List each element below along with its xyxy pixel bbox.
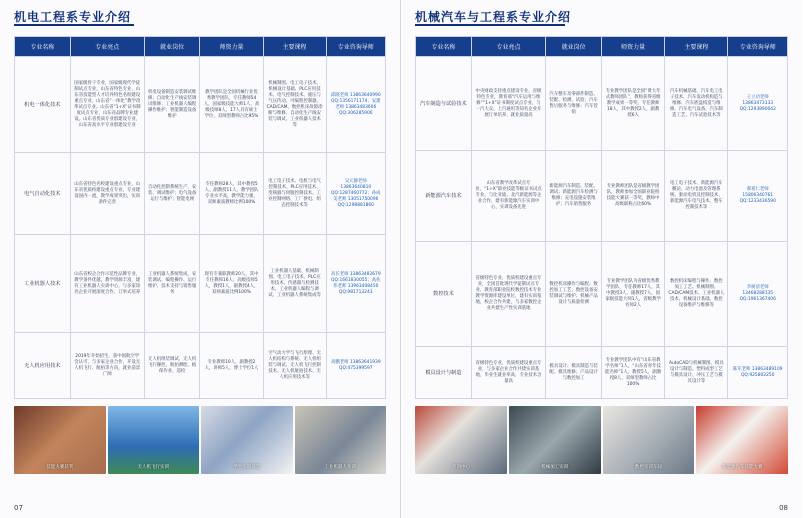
major-advisor: 王立功老师 13863473133 QQ:1293890042 [728,57,788,151]
header-faculty: 师资力量 [601,37,664,57]
title-underline [415,24,565,26]
photo-caption: 无人机飞行实训 [137,465,169,470]
header-major: 专业名称 [416,37,472,57]
photo-caption: 技能大赛获奖 [46,465,74,470]
photo-robot [295,406,387,474]
major-highlights: 2019年开始招生，获中国航空学会认可，与多家企业合作，开设无人机飞行、航拍等方向，就业前景广阔 [70,333,144,399]
header-courses: 主要课程 [665,37,728,57]
table-row [416,347,788,399]
major-courses: 汽车机械基础、汽车电工电子技术、汽车发动机构造与维修、汽车底盘构造与维修、汽车电气设备、汽车制造工艺、汽车试验技术等 [665,57,728,151]
photo-caption: 学生实训场景 [233,465,261,470]
major-faculty: 教学团队是全国机械行业优秀教学团队，专任教师54人，国家级技能大师1人，高级技师8人，17人具有硕士学位，双师型教师占比95% [200,57,263,153]
major-highlights: 山东省教学改革试点专业，“1+X”职业技能等级证书试点专业，与比亚迪、北汽新能源等企业合作，建有新能源汽车实训中心，实训设备先进 [471,151,545,242]
major-courses: 工业机器人基础、机械制图、电工电子技术、PLC应用技术、传感器与检测技术、工业机器人编程与调试、工业机器人系统集成等 [263,235,326,333]
page-number: 07 [14,504,23,512]
major-jobs: 模具设计、模具制造与装配、模具维修；产品设计与数控加工 [546,347,602,399]
table-row [416,57,788,151]
major-table [14,36,386,399]
right-page [401,0,802,518]
major-name: 机电一体化技术 [15,57,71,153]
major-jobs: 自动化控制系统生产、安装、调试维护；电气设备运行与维护；智能电网 [144,153,200,235]
page-number: 08 [779,504,788,512]
header-advisor: 专业咨询导师 [728,37,788,57]
major-table [415,36,788,399]
major-courses: 空气动力学与飞行原理、无人机结构与系统、无人机组装与调试、无人机飞行控制技术、无人机航拍技术、无人机应用技术等 [263,333,326,399]
photo-ev-competition [696,406,788,474]
photo-cnc-workshop [603,406,695,474]
table-row [416,151,788,242]
major-faculty: 专业教师团队是省级教学团队，教师参加全国职业院校技能大赛获一等奖，教师中高级职称占比60% [601,151,664,242]
photo-caption: 数控实训车间 [634,465,662,470]
left-page [0,0,401,518]
major-name: 模具设计与制造 [416,347,472,399]
major-advisor: 高长老师 13863482679 QQ:1661830055；高佐伟老师 13963408450 QQ:981713243 [326,235,385,333]
major-highlights: 山东省校企合作示范性品牌专业，教学条件优越，教学资源丰富，建有工业机器人实训中心，与多家知名企业开展深度合作，订单式培养 [70,235,144,333]
major-advisor: 郝希仁老师 15806340761 QQ:1233436590 [728,151,788,242]
header-highlights: 专业亮点 [471,37,545,57]
photo-caption: 机械加工实训 [541,465,569,470]
major-advisor: 李树清老师 13468288135 QQ:1961367406 [728,242,788,347]
major-name: 无人机应用技术 [15,333,71,399]
photo-strip [415,406,788,474]
photo-caption: 新能源汽车技能大赛 [721,465,763,470]
photo-strip [14,406,386,474]
header-highlights: 专业亮点 [70,37,144,57]
photo-students [201,406,293,474]
major-advisor: 吴元静老师 13863640810 QQ:1287460772；孙成美老师 13051750096 QQ:1298881860 [326,153,385,235]
major-highlights: 中央财政支持重点建设专业，省级特色专业，教育部“汽车运用与维修”“1+X”证书制度试点专业，与一汽大众、上汽通用等知名企业开展订单培养，就业质量高 [471,57,545,151]
major-faculty: 专业教学团队为省级优秀教学团队，专任教师17人，其中教授3人，副教授7人，国家级技能大师1人，省级教学名师2人 [601,242,664,347]
major-highlights: 国家级骨干专业，国家级现代学徒制试点专业，山东省特色专业，山东省技能型人才培养特色名校建设重点专业，山东省“一体化”教学改革试点专业。山东省“1+X”证书制度试点专业，山东省品牌专业建设。山东省优质专业群建设专业，山东省高水平专业群建设专业 [70,57,144,153]
major-faculty: 现有专兼职教师20人，其中专任教师16人；高级技师5人，教授1人，副教授4人，双师素质比例100% [200,235,263,333]
major-courses: 电工电子技术、新能源汽车概论、动力电池及管理系统、驱动电机及控制技术、新能源汽车电气技术、整车控制技术等 [665,151,728,242]
title-underline [14,24,134,26]
major-jobs: 无人机组装调试、无人机飞行操控、航拍测绘、植保作业、巡检 [144,333,200,399]
major-name: 汽车制造与试验技术 [416,57,472,151]
major-highlights: 省级特色专业，优质校建设重点专业，全国首批现代学徒制试点专业，教育部职业院校数控技术专业教学资源库建设单位，建有实训基地，校企合作共建，与多家数控企业共建生产性实训基地 [471,242,545,347]
photo-drone [108,406,200,474]
photo-caption: 实训中心 [451,465,470,470]
major-jobs: 新能源汽车制造、装配、调试；新能源汽车检测与维修；充电设施安装维护；汽车销售服务 [546,151,602,242]
major-name: 工业机器人技术 [15,235,71,333]
major-faculty: 专任教师28人，其中教授5人、副教授11人，教学团队专业水平高，教学能力强，双师素质教师比例100% [200,153,263,235]
photo-training-center [415,406,507,474]
page-title: 机电工程系专业介绍 [14,10,132,24]
header-courses: 主要课程 [263,37,326,57]
table-header-row [416,37,788,57]
major-name: 电气自动化技术 [15,153,71,235]
major-faculty: 专业教师10人，副教授2人，讲师5人，博士学位1人 [200,333,263,399]
major-jobs: 机电设备制造安装调试维修；自动化生产线安装调试维修；工业机器人编程操作维护；智能制造设备维护 [144,57,200,153]
major-advisor: 高鹏老师 13863641939 QQ:475399597 [326,333,385,399]
major-faculty: 专业教学团队是全国“黄大年式教师团队”，教师获得省级教学成果一等奖，专任教师18人，其中教授2人，副教授6人 [601,57,664,151]
major-advisor: 邱晓老师 13863640990 QQ:1356171174；安建老师 13863483606 QQ:306285906 [326,57,385,153]
major-advisor: 陈军老师 13863489109 QQ:925802250 [728,347,788,399]
major-faculty: 专业教学团队中有“山东省教学名师”1人，“山东省青年技能名师”1人，教授5人，副教授8人，双师型教师占比100% [601,347,664,399]
table-row [15,235,386,333]
page-title: 机械汽车与工程系专业介绍 [415,10,572,24]
table-row [15,333,386,399]
major-courses: 数控机床编程与操作、数控加工工艺、机械制图、CAD/CAM技术、工业机器人技术、机械设计基础、数控设备维护与维修等 [665,242,728,347]
major-courses: 电工电子技术、电机与电气控制技术、PLC应用技术、变频器与伺服控制技术、工业控制网络、工厂供电、组态控制技术等 [263,153,326,235]
major-jobs: 汽车整车及零部件制造、装配、检测、试验；汽车售后服务与维修；汽车营销 [546,57,602,151]
table-header-row [15,37,386,57]
photo-competition [14,406,106,474]
major-courses: 机械制图、电工电子技术、机械设计基础、PLC应用技术、电气控制技术、液压与气压传动、可编程控制器、CAD/CAM、数控机床故障诊断与维修、自动化生产线安装与调试、工业机器人技术等 [263,57,326,153]
photo-machining [509,406,601,474]
major-jobs: 数控机床操作与编程；数控加工工艺；数控设备安装调试与维护；机械产品设计与质量检测 [546,242,602,347]
major-highlights: 山东省特色名校建设重点专业，山东省优质校建设重点专业，专业建设国内一流，教学成果突出，实训条件完善 [70,153,144,235]
header-faculty: 师资力量 [200,37,263,57]
header-major: 专业名称 [15,37,71,57]
major-courses: AutoCAD与机械制图、模具设计与制造、塑料成型工艺与模具设计、冲压工艺与模具设计等 [665,347,728,399]
major-highlights: 省级特色专业，优质校建设重点专业，与多家企业合作共建实训基地，毕业生就业率高，专业技术含量高 [471,347,545,399]
header-jobs: 就业岗位 [144,37,200,57]
table-row [15,153,386,235]
table-row [15,57,386,153]
table-row [416,242,788,347]
major-name: 新能源汽车技术 [416,151,472,242]
major-jobs: 工业机器人系统集成、安装调试、编程操作、运行维护、技术支持与销售服务 [144,235,200,333]
photo-caption: 工业机器人实训 [324,465,356,470]
major-name: 数控技术 [416,242,472,347]
header-advisor: 专业咨询导师 [326,37,385,57]
header-jobs: 就业岗位 [546,37,602,57]
